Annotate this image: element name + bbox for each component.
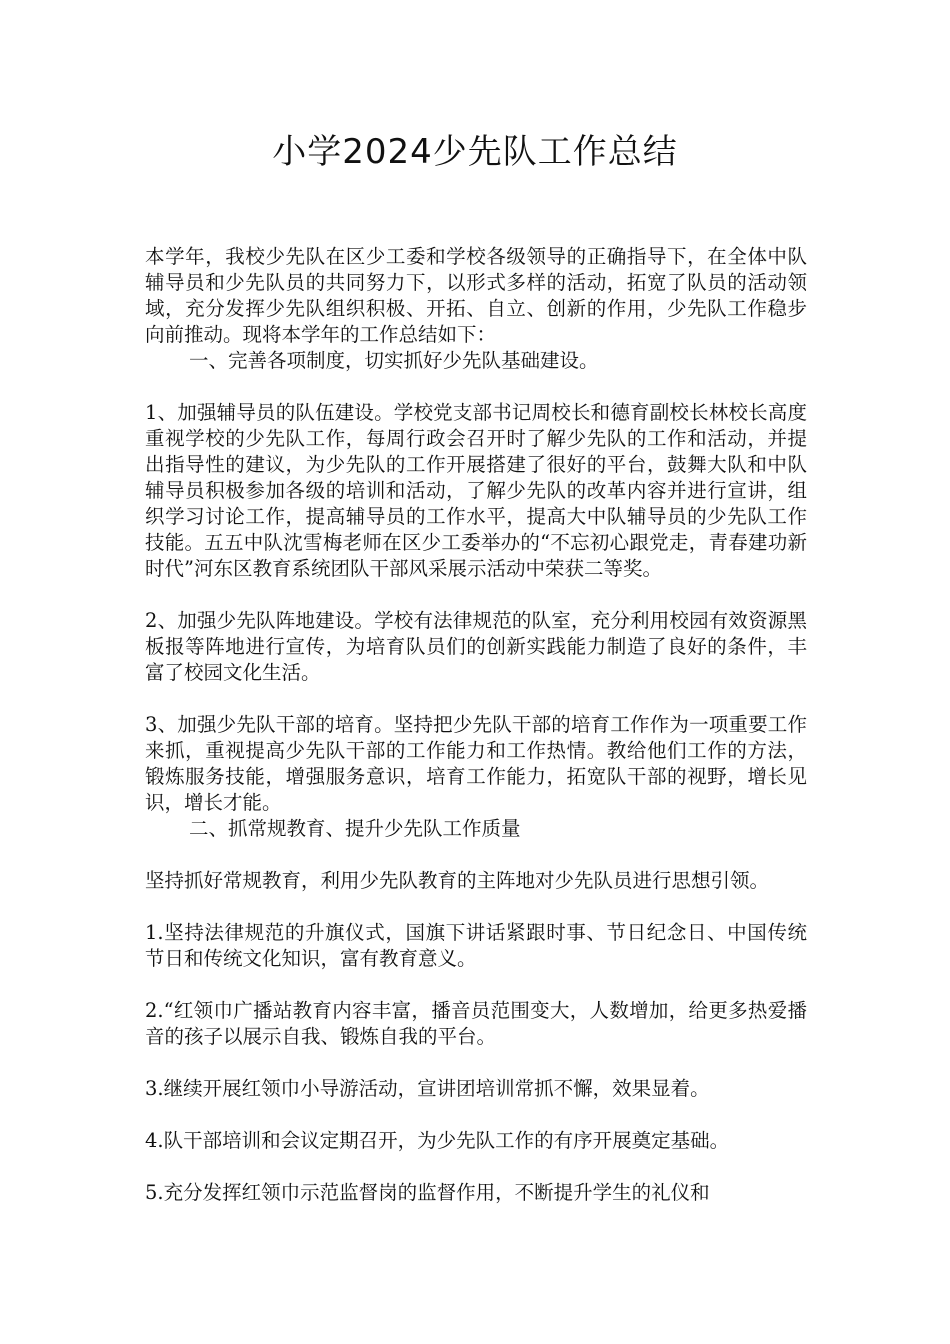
list-item-5: 5.充分发挥红领巾示范监督岗的监督作用，不断提升学生的礼仪和 [145,1181,710,1204]
section-heading-1: 一、完善各项制度，切实抓好少先队基础建设。 [189,349,599,372]
section-heading-2: 二、抓常规教育、提升少先队工作质量 [189,817,521,840]
document-body [145,244,807,1206]
list-item-4: 4.队干部培训和会议定期召开，为少先队工作的有序开展奠定基础。 [145,1129,730,1152]
list-item-1: 1.坚持法律规范的升旗仪式，国旗下讲话紧跟时事、节日纪念日、中国传统节日和传统文化知识，富有教育意义。 [145,921,807,970]
document-title: 小学2024少先队工作总结 [272,132,678,172]
list-item-3: 3.继续开展红领巾小导游活动，宣讲团培训常抓不懈，效果显着。 [145,1077,710,1100]
paragraph-item-2: 2、加强少先队阵地建设。学校有法律规范的队室，充分利用校园有效资源黑板报等阵地进行宣传，为培育队员们的创新实践能力制造了良好的条件，丰富了校园文化生活。 [145,609,807,684]
list-item-2: 2.“红领巾广播站教育内容丰富，播音员范围变大，人数增加，给更多热爱播音的孩子以展示自我、锻炼自我的平台。 [145,999,807,1048]
paragraph-item-1: 1、加强辅导员的队伍建设。学校党支部书记周校长和德育副校长林校长高度重视学校的少先队工作，每周行政会召开时了解少先队的工作和活动，并提出指导性的建议，为少先队的工作开展搭建了很好的平台，鼓舞大队和中队辅导员积极参加各级的培训和活动，了解少先队的改革内容并进行宣讲，组织学习讨论工作，提高辅导员的工作水平，提高大中队辅导员的少先队工作技能。五五中队沈雪梅老师在区少工委举办的“不忘初心跟党走，青春建功新时代”河东区教育系统团队干部风采展示活动中荣获二等奖。 [145,401,807,580]
paragraph-item-3: 3、加强少先队干部的培育。坚持把少先队干部的培育工作作为一项重要工作来抓，重视提高少先队干部的工作能力和工作热情。教给他们工作的方法，锻炼服务技能，增强服务意识，培育工作能力，拓宽队干部的视野，增长见识，增长才能。 [145,713,807,814]
paragraph-section-2-intro: 坚持抓好常规教育，利用少先队教育的主阵地对少先队员进行思想引领。 [145,869,770,892]
paragraph-intro: 本学年，我校少先队在区少工委和学校各级领导的正确指导下，在全体中队辅导员和少先队员的共同努力下，以形式多样的活动，拓宽了队员的活动领域，充分发挥少先队组织积极、开拓、自立、创新的作用，少先队工作稳步向前推动。现将本学年的工作总结如下： [145,245,807,346]
